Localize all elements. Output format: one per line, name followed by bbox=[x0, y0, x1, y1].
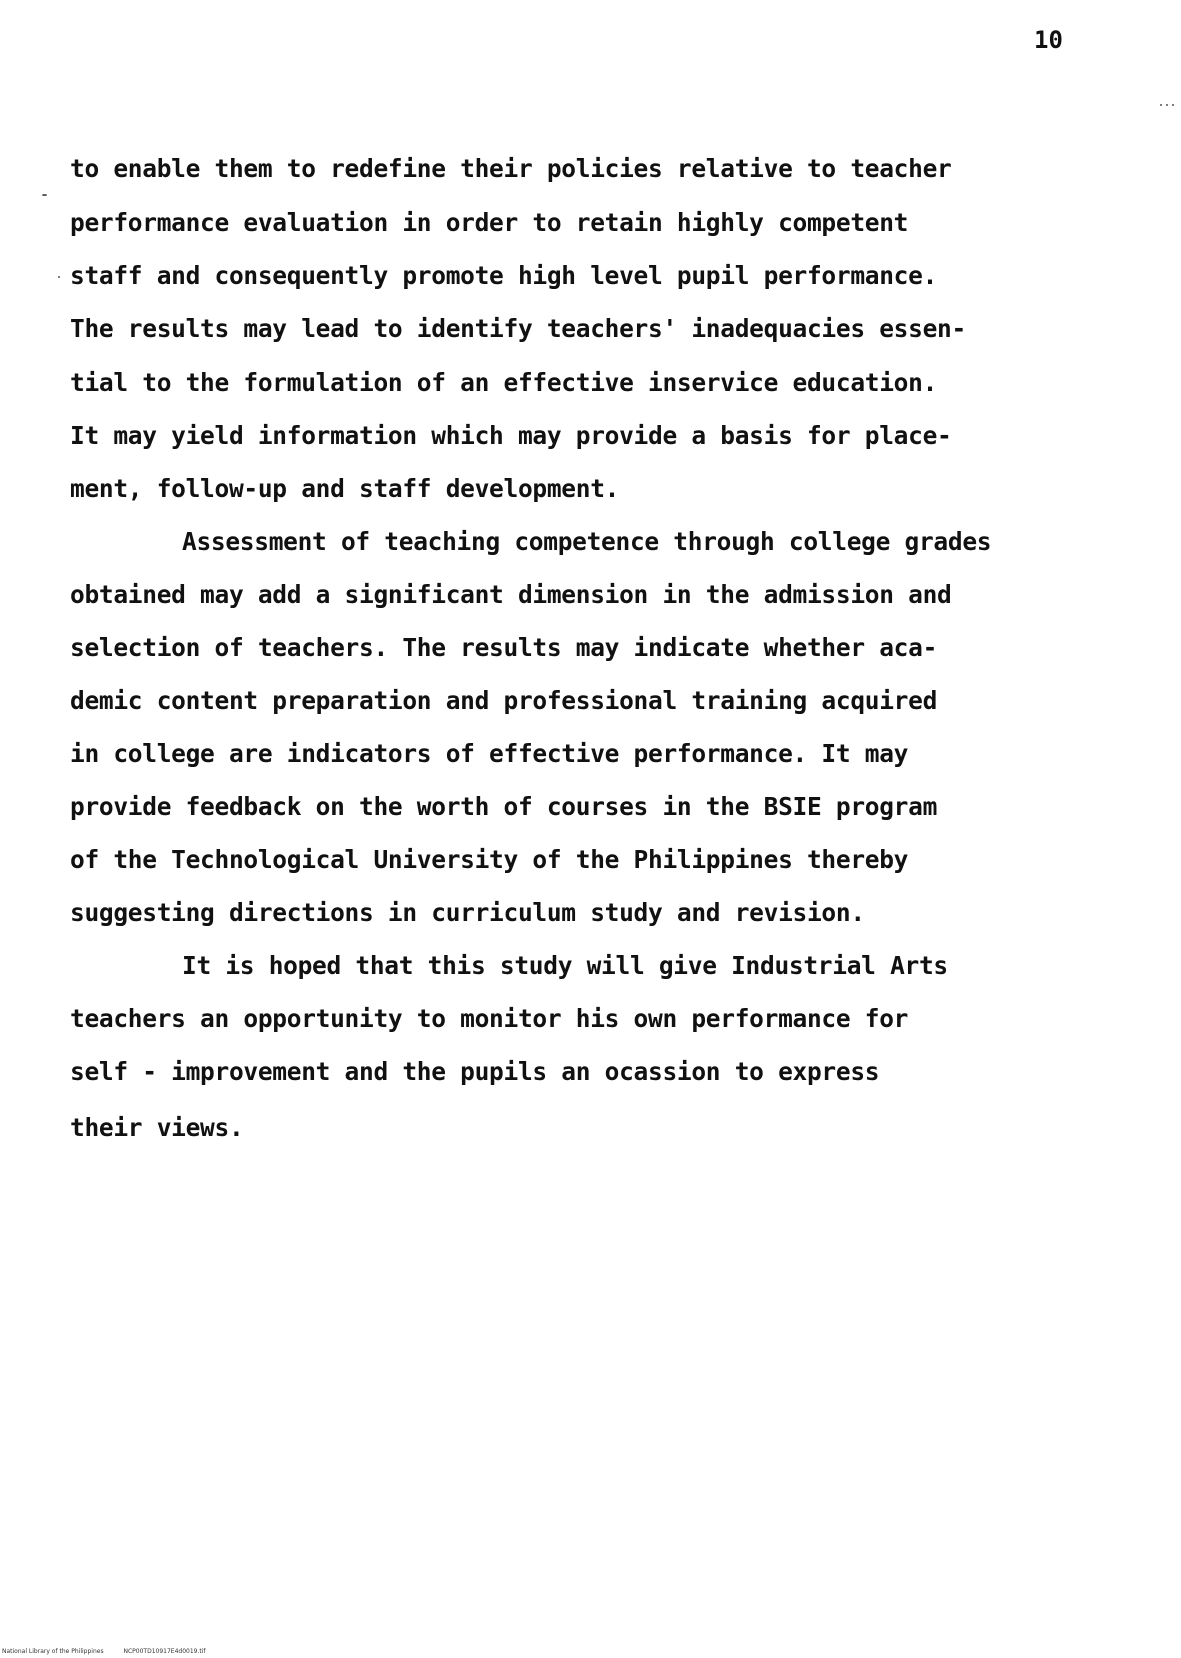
text-line: selection of teachers. The results may indicate whether aca- bbox=[70, 633, 938, 662]
text-line: staff and consequently promote high level pupil performance. bbox=[70, 261, 938, 290]
text-line: demic content preparation and professional training acquired bbox=[70, 686, 938, 715]
text-line: tial to the formulation of an effective inservice education. bbox=[70, 368, 938, 397]
text-line: ment, follow-up and staff development. bbox=[70, 474, 620, 503]
scan-speck bbox=[1172, 104, 1174, 106]
text-line: obtained may add a significant dimension in the admission and bbox=[70, 580, 952, 609]
scan-speck bbox=[42, 194, 47, 196]
footer-file-id: NCP00TD10917E4d0019.tif bbox=[123, 1648, 206, 1655]
scan-speck bbox=[1166, 104, 1168, 106]
text-line: their views. bbox=[70, 1113, 244, 1142]
text-line: self - improvement and the pupils an ocassion to express bbox=[70, 1057, 880, 1086]
text-line: performance evaluation in order to retain highly competent bbox=[70, 208, 909, 237]
text-line: It may yield information which may provide a basis for place- bbox=[70, 421, 952, 450]
scan-speck bbox=[58, 276, 60, 278]
text-line: of the Technological University of the Philippines thereby bbox=[70, 845, 909, 874]
paragraph-start-line: It is hoped that this study will give Industrial Arts bbox=[182, 951, 948, 980]
text-line: teachers an opportunity to monitor his own performance for bbox=[70, 1004, 909, 1033]
footer-library: National Library of the Philippines bbox=[2, 1648, 104, 1655]
text-line: in college are indicators of effective performance. It may bbox=[70, 739, 909, 768]
scan-speck bbox=[1160, 104, 1162, 106]
text-line: The results may lead to identify teachers' inadequacies essen- bbox=[70, 314, 966, 343]
scan-footer bbox=[2, 1648, 206, 1655]
text-line: to enable them to redefine their policies relative to teacher bbox=[70, 154, 952, 183]
text-line: suggesting directions in curriculum study and revision. bbox=[70, 898, 865, 927]
text-line: provide feedback on the worth of courses in the BSIE program bbox=[70, 792, 938, 821]
paragraph-start-line: Assessment of teaching competence through college grades bbox=[182, 527, 992, 556]
page-number: 10 bbox=[1034, 26, 1063, 54]
